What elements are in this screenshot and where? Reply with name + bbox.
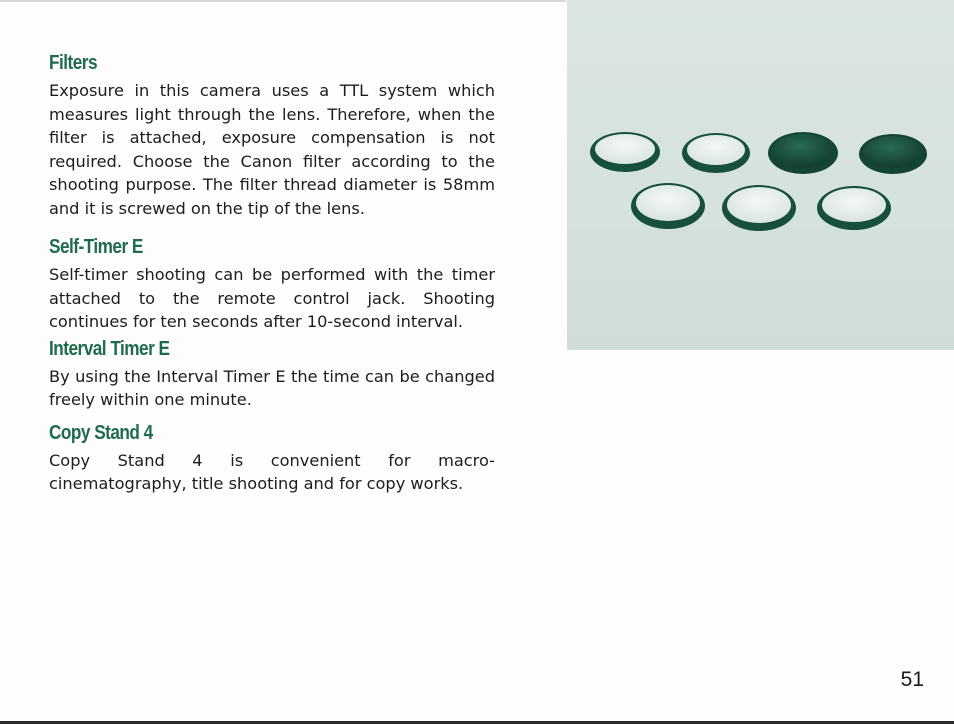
filter-ring-clear xyxy=(722,185,796,231)
heading-copy-stand: Copy Stand 4 xyxy=(49,421,153,444)
filters-photo xyxy=(567,0,954,350)
filter-dark xyxy=(859,134,927,174)
text-column xyxy=(49,50,495,496)
heading-self-timer: Self-Timer E xyxy=(49,236,143,258)
section-self-timer xyxy=(49,234,495,334)
paragraph-copy-stand: Copy Stand 4 is convenient for macro-cinematography, title shooting and for copy works. xyxy=(49,450,495,493)
filter-ring-clear xyxy=(682,133,750,173)
paragraph-self-timer: Self-timer shooting can be performed with the timer attached to the remote control jack. Shooting continues for ten seconds after 10-second interval. xyxy=(49,265,495,331)
page-number: 51 xyxy=(900,668,924,691)
filter-dark xyxy=(768,132,838,174)
filter-ring-clear xyxy=(817,186,891,230)
paragraph-interval-timer: By using the Interval Timer E the time can be changed freely within one minute. xyxy=(49,366,495,409)
page-top-edge xyxy=(0,0,566,2)
section-filters xyxy=(49,50,495,220)
heading-filters: Filters xyxy=(49,52,98,74)
paragraph-filters: Exposure in this camera uses a TTL system which measures light through the lens. Therefore, when the filter is attached, exposure compensation is not required. Choose the Canon filter according to the shooting purpose. The filter thread diameter is 58mm and it is screwed on the tip of the lens. xyxy=(49,81,495,218)
heading-interval-timer: Interval Timer E xyxy=(49,337,170,360)
filter-ring-clear xyxy=(631,183,705,229)
section-interval-timer xyxy=(49,336,495,412)
filters-illustration xyxy=(567,0,954,350)
filter-ring-clear xyxy=(590,132,660,172)
section-copy-stand xyxy=(49,420,495,496)
